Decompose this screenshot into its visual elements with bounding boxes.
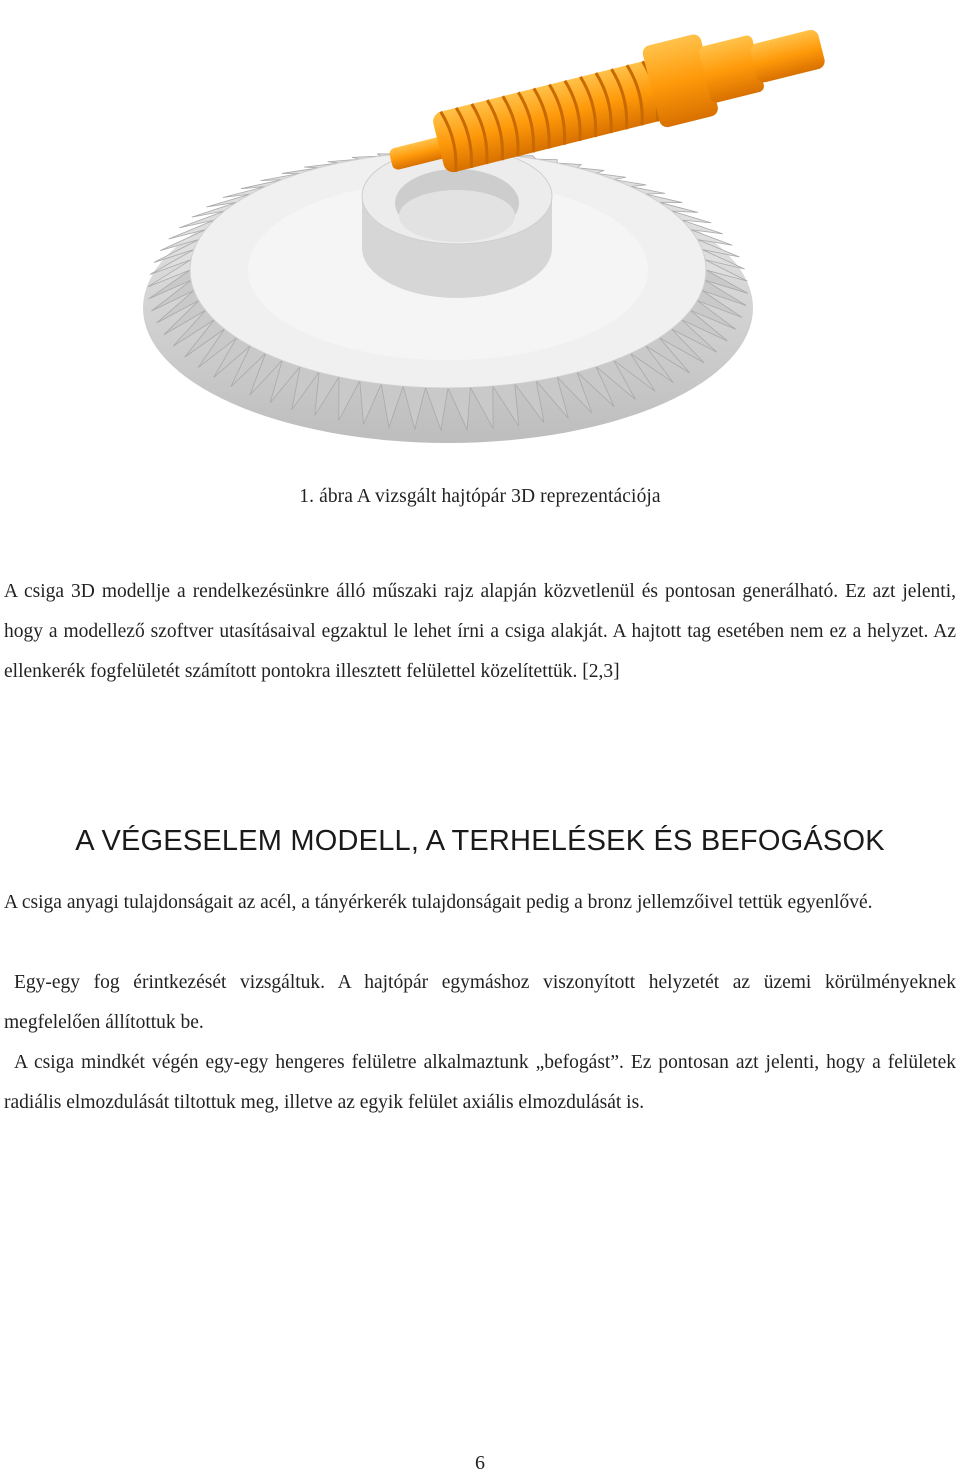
hub-bore-floor — [399, 190, 515, 242]
worm-gear-illustration — [130, 8, 830, 458]
worm — [379, 8, 830, 194]
section-heading: A VÉGESELEM MODELL, A TERHELÉSEK ÉS BEFOGÁSOK — [75, 825, 885, 857]
figure-caption: 1. ábra A vizsgált hajtópár 3D reprezentációja — [299, 486, 661, 507]
worm-wheel — [143, 148, 753, 443]
body-paragraph-4: A csiga mindkét végén egy-egy hengeres felületre alkalmaztunk „befogást”. Ez pontosan azt jelenti, hogy a felületek radiális elmozdulását tiltottuk meg, illetve az egyik felület axiális elmozdulását is. — [4, 1052, 956, 1113]
body-paragraph-1: A csiga 3D modellje a rendelkezésünkre álló műszaki rajz alapján közvetlenül és pontosan generálható. Ez azt jelenti, hogy a modellező szoftver utasításaival egzaktul le lehet írni a csiga alakját. A hajtott tag esetében nem ez a helyzet. Az ellenkerék fogfelületét számított pontokra illesztett felülettel közelítettük. [2,3] — [4, 581, 956, 682]
body-paragraph-2: A csiga anyagi tulajdonságait az acél, a tányérkerék tulajdonságait pedig a bronz jellemzőivel tettük egyenlővé. — [4, 892, 873, 913]
worm-shaft-end — [749, 28, 827, 84]
page-number: 6 — [475, 1452, 485, 1474]
gear-pair-figure — [130, 8, 830, 458]
body-paragraph-3: Egy-egy fog érintkezését vizsgáltuk. A hajtópár egymáshoz viszonyított helyzetét az üzemi körülményeknek megfelelően állítottuk be. — [4, 972, 956, 1033]
